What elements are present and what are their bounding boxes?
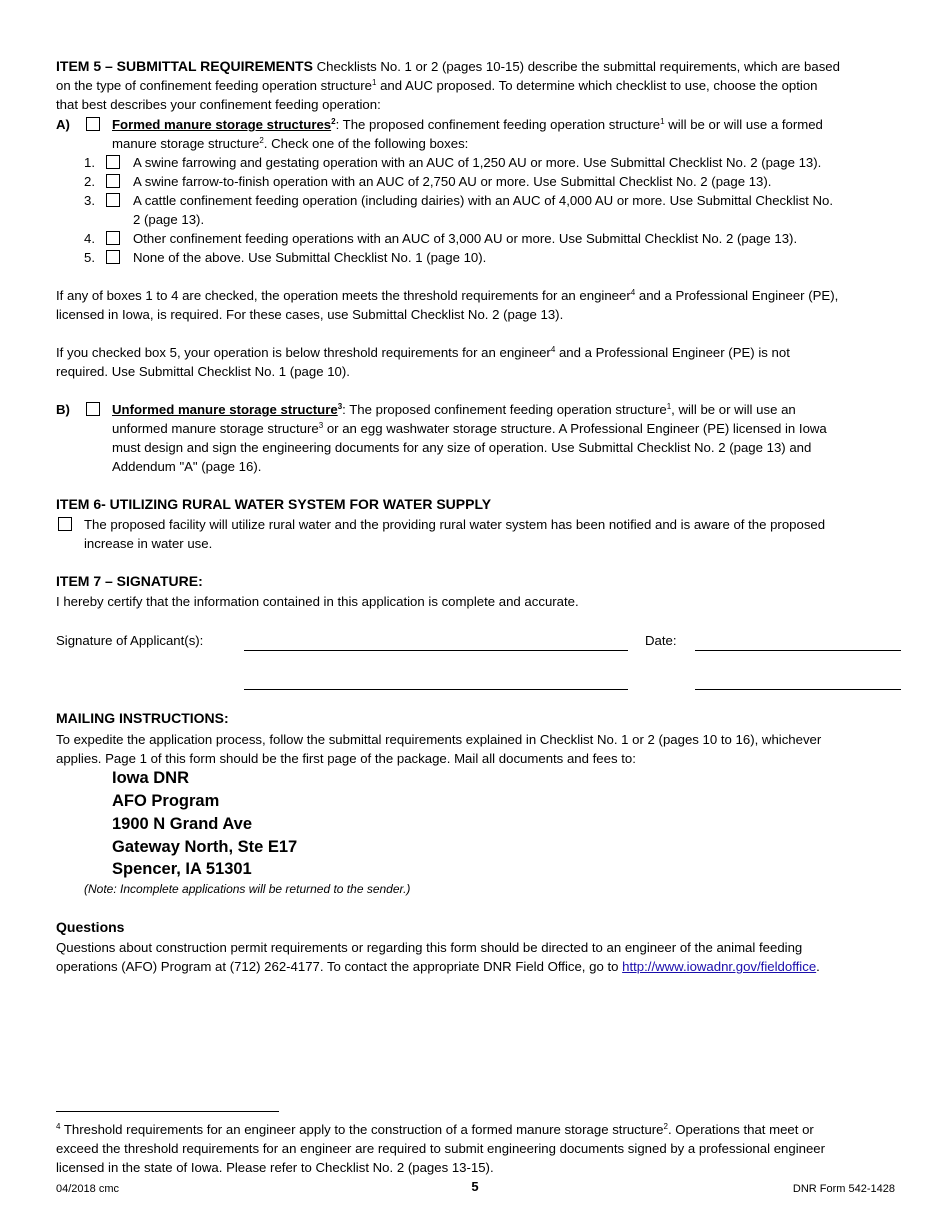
footnote-line1: $^4$ Threshold requirements for an engineer apply to the construction of a formed manure storage structure$^2$. Operations that meet or (56, 1122, 814, 1137)
footnote-line2: exceed the threshold requirements for an engineer are required to submit engineering documents signed by a professional engineer (56, 1141, 826, 1156)
item5-intro-line3: that best describes your confinement feeding operation: (56, 97, 381, 112)
rural-water-checkbox[interactable] (58, 517, 72, 531)
date-label: Date: (645, 633, 677, 648)
address-line-3: 1900 N Grand Ave (112, 815, 253, 833)
page-number: 5 (471, 1179, 479, 1194)
footer-date-code: 04/2018 cmc (56, 1183, 119, 1195)
field-office-link[interactable]: http://www.iowadnr.gov/fieldoffice (622, 959, 817, 974)
subitem-2-checkbox[interactable] (106, 174, 120, 188)
below-threshold-paragraph-line1: If you checked box 5, your operation is below threshold requirements for an engineer$^4$ and a Professional Engineer (PE) is not (56, 345, 790, 360)
option-b-line1: Unformed manure storage structure$^3$: The proposed confinement feeding operation structure$^1$, will be or will use an (112, 402, 796, 417)
option-a-checkbox[interactable] (86, 117, 100, 131)
subitem-3-number: 3. (84, 193, 95, 208)
footnote-separator (56, 1111, 279, 1112)
option-b-label: B) (56, 402, 70, 417)
option-b-line2: unformed manure storage structure$^3$ or an egg washwater storage structure. A Professional Engineer (PE) licensed in Iowa (112, 421, 827, 436)
subitem-4-text: Other confinement feeding operations with an AUC of 3,000 AU or more. Use Submittal Checklist No. 2 (page 13). (133, 231, 798, 246)
option-a-line1: Formed manure storage structures$^2$: The proposed confinement feeding operation structure$^1$ will be or will use a formed (112, 117, 823, 132)
item6-text-line1: The proposed facility will utilize rural water and the providing rural water system has been notified and is aware of the proposed (84, 517, 826, 532)
subitem-3-text: A cattle confinement feeding operation (including dairies) with an AUC of 4,000 AU or more. Use Submittal Checklist No. (133, 193, 834, 208)
questions-heading: Questions (56, 919, 125, 935)
item5-intro-line2: on the type of confinement feeding operation structure$^1$ and AUC proposed. To determine which checklist to use, choose the option (56, 78, 818, 93)
below-threshold-paragraph-line2: required. Use Submittal Checklist No. 1 (page 10). (56, 364, 350, 379)
subitem-4-number: 4. (84, 231, 95, 246)
form-number: DNR Form 542-1428 (792, 1183, 895, 1195)
option-b-title: Unformed manure storage structure (112, 402, 338, 417)
mailing-text-line2: applies. Page 1 of this form should be the first page of the package. Mail all documents and fees to: (56, 751, 636, 766)
subitem-3-checkbox[interactable] (106, 193, 120, 207)
subitem-5-checkbox[interactable] (106, 250, 120, 264)
item5-heading: ITEM 5 – SUBMITTAL REQUIREMENTS (56, 58, 313, 74)
date-line-1[interactable] (695, 650, 901, 651)
date-line-2[interactable] (695, 689, 901, 690)
subitem-5-text: None of the above. Use Submittal Checklist No. 1 (page 10). (133, 250, 487, 265)
address-line-5: Spencer, IA 51301 (112, 860, 252, 878)
subitem-1-checkbox[interactable] (106, 155, 120, 169)
address-line-1: Iowa DNR (112, 769, 190, 787)
subitem-1-number: 1. (84, 155, 95, 170)
subitem-5-number: 5. (84, 250, 95, 265)
option-a-line2: manure storage structure$^2$. Check one of the following boxes: (112, 136, 469, 151)
subitem-1-text: A swine farrowing and gestating operation with an AUC of 1,250 AU or more. Use Submittal Checklist No. 2 (page 13). (133, 155, 822, 170)
certify-text: I hereby certify that the information contained in this application is complete and accurate. (56, 594, 579, 609)
mailing-heading: MAILING INSTRUCTIONS: (56, 710, 229, 726)
address-line-2: AFO Program (112, 792, 220, 810)
option-a-label: A) (56, 117, 70, 132)
option-a-title: Formed manure storage structures (112, 117, 332, 132)
item6-heading: ITEM 6- UTILIZING RURAL WATER SYSTEM FOR WATER SUPPLY (56, 496, 492, 512)
subitem-2-text: A swine farrow-to-finish operation with an AUC of 2,750 AU or more. Use Submittal Checklist No. 2 (page 13). (133, 174, 772, 189)
questions-text-line1: Questions about construction permit requirements or regarding this form should be directed to an engineer of the animal feeding (56, 940, 803, 955)
subitem-2-number: 2. (84, 174, 95, 189)
item5-intro-line1: ITEM 5 – SUBMITTAL REQUIREMENTS Checklists No. 1 or 2 (pages 10-15) describe the submittal requirements, which are based (56, 58, 840, 74)
footnote-marker: 4 (56, 1122, 61, 1131)
threshold-paragraph-line2: licensed in Iowa, is required. For these cases, use Submittal Checklist No. 2 (page 13). (56, 307, 564, 322)
threshold-paragraph-line1: If any of boxes 1 to 4 are checked, the operation meets the threshold requirements for an engineer$^4$ and a Professional Engineer (PE), (56, 288, 839, 303)
subitem-4-checkbox[interactable] (106, 231, 120, 245)
item7-heading: ITEM 7 – SIGNATURE: (56, 573, 203, 589)
address-line-4: Gateway North, Ste E17 (112, 838, 298, 856)
footnote-line3: licensed in the state of Iowa. Please refer to Checklist No. 2 (pages 13-15). (56, 1160, 494, 1175)
mailing-note: (Note: Incomplete applications will be returned to the sender.) (84, 882, 411, 896)
mailing-text-line1: To expedite the application process, follow the submittal requirements explained in Checklist No. 1 or 2 (pages 10 to 16), whichever (56, 732, 822, 747)
option-b-line3: must design and sign the engineering documents for any size of operation. Use Submittal Checklist No. 2 (page 13) and (112, 440, 812, 455)
option-b-checkbox[interactable] (86, 402, 100, 416)
option-b-line4: Addendum "A" (page 16). (112, 459, 262, 474)
item6-text-line2: increase in water use. (84, 536, 213, 551)
subitem-3-text-cont: 2 (page 13). (133, 212, 205, 227)
signature-label: Signature of Applicant(s): (56, 633, 204, 648)
signature-line-1[interactable] (244, 650, 628, 651)
questions-text-line2: operations (AFO) Program at (712) 262-4177. To contact the appropriate DNR Field Office, go to http://www.iowadnr.gov/fieldoffice. (56, 959, 820, 974)
signature-line-2[interactable] (244, 689, 628, 690)
